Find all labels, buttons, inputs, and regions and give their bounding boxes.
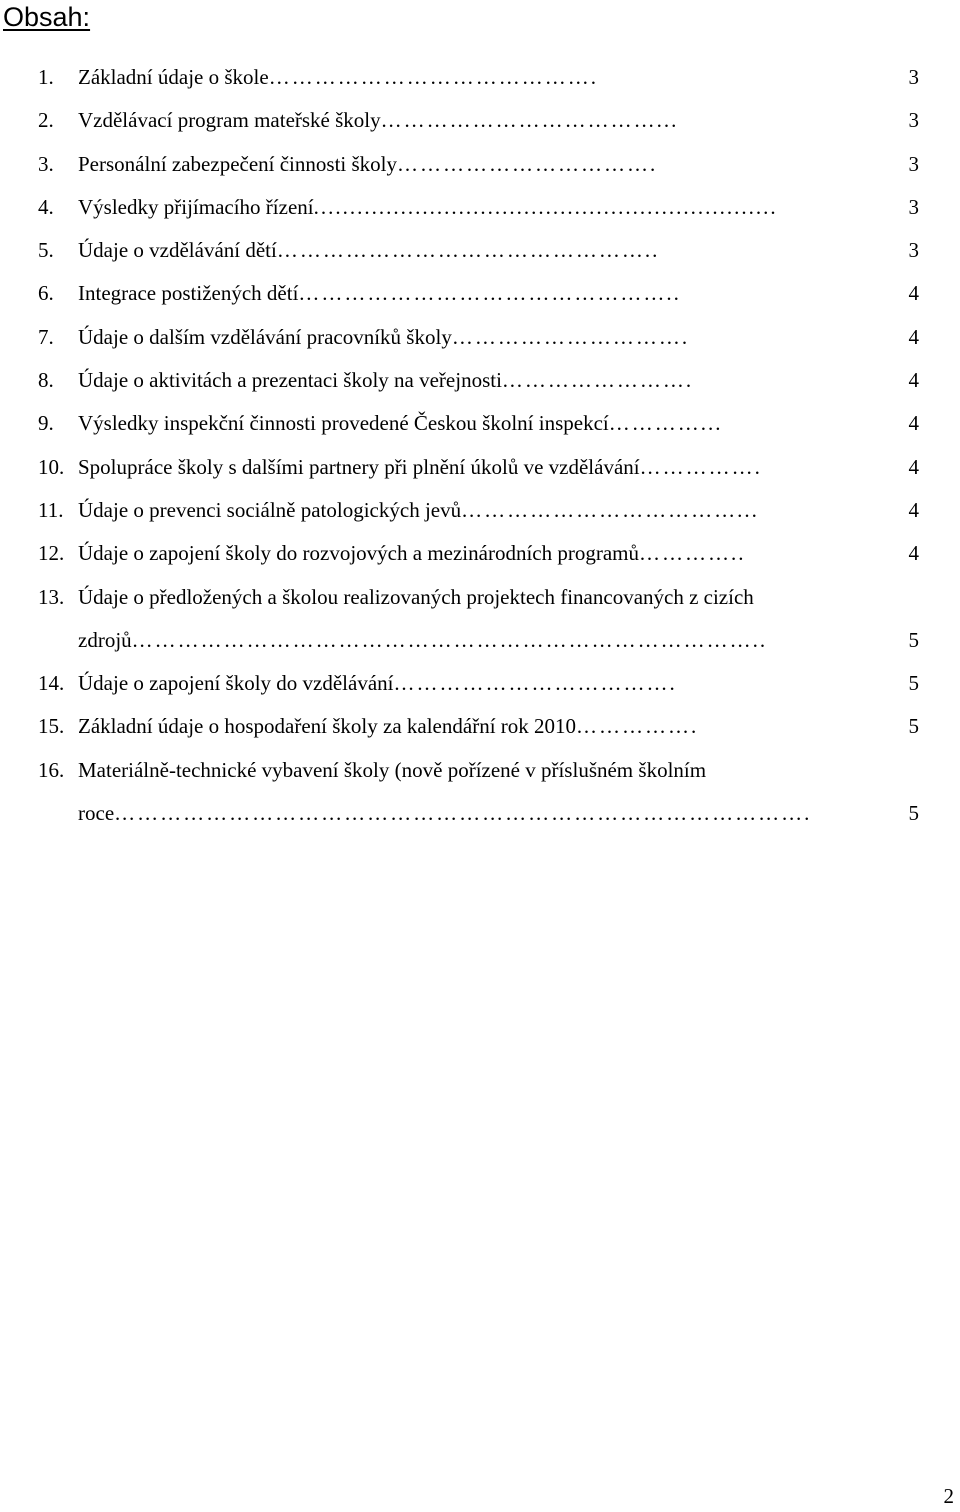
toc-entry-page: 3 <box>908 238 919 263</box>
toc-entry-title: Výsledky inspekční činnosti provedené Českou školní inspekcí <box>78 411 609 436</box>
toc-entry-number: 14. <box>38 671 65 696</box>
toc-entry-leader: …………... <box>608 411 723 436</box>
toc-entry-page: 4 <box>908 281 919 306</box>
toc-entry[interactable] <box>0 56 960 99</box>
toc-entry-number: 9. <box>38 411 54 436</box>
toc-entry-leader: ................................................................ <box>313 194 778 219</box>
toc-entry[interactable] <box>0 99 960 142</box>
toc-entry[interactable] <box>0 489 960 532</box>
toc-entry-line <box>78 792 878 835</box>
toc-entry-title: Personální zabezpečení činnosti školy <box>78 151 397 176</box>
toc-entry-line <box>78 446 878 489</box>
toc-entry[interactable] <box>0 316 960 359</box>
toc-entry-title: Integrace postižených dětí <box>78 281 299 306</box>
toc-entry-line <box>78 272 878 315</box>
toc-entry-title: Vzdělávací program mateřské školy <box>78 108 381 133</box>
toc-entry-leader: ………….. <box>639 541 746 566</box>
toc-entry-leader: ……………………………………………………………………….. <box>131 627 768 652</box>
toc-entry-number: 7. <box>38 324 54 349</box>
toc-entry-title: zdrojů <box>78 627 132 652</box>
toc-entry-number: 3. <box>38 151 54 176</box>
toc-entry-number: 13. <box>38 584 65 609</box>
toc-entry-title: Údaje o zapojení školy do vzdělávání <box>78 671 394 696</box>
toc-entry-title: Údaje o předložených a školou realizovaných projektech financovaných z cizích <box>78 584 754 609</box>
toc-entry-page: 4 <box>908 454 919 479</box>
toc-entry-title: Materiálně-technické vybavení školy (nově pořízené v příslušném školním <box>78 757 707 782</box>
toc-entry-line <box>78 705 878 748</box>
toc-entry-number: 16. <box>38 757 65 782</box>
toc-entry-number: 2. <box>38 108 54 133</box>
toc-entry-line <box>78 749 878 792</box>
toc-entry-line <box>78 56 878 99</box>
toc-entry-page: 3 <box>908 151 919 176</box>
toc-entry-page: 3 <box>908 65 919 89</box>
page-title: Obsah: <box>3 2 91 32</box>
toc-entry-title: Údaje o vzdělávání dětí <box>78 238 277 263</box>
toc-entry-number: 1. <box>38 65 54 89</box>
toc-entry[interactable] <box>0 705 960 748</box>
toc-entry-leader: ……………. <box>576 714 699 739</box>
toc-entry-number: 11. <box>38 497 64 522</box>
toc-entry[interactable] <box>0 229 960 272</box>
toc-entry-number: 15. <box>38 714 65 739</box>
toc-entry-leader: ………………………………... <box>461 497 759 522</box>
toc-entry-leader: ………………………………………….. <box>298 281 681 306</box>
toc-entry-line <box>78 99 878 142</box>
toc-entry-page: 3 <box>908 108 919 133</box>
toc-entry-title: Výsledky přijímacího řízení <box>78 194 314 219</box>
toc-entry[interactable] <box>0 662 960 705</box>
toc-entry[interactable] <box>0 359 960 402</box>
toc-entry-line <box>78 143 878 186</box>
toc-entry-page: 5 <box>908 671 919 696</box>
toc-entry-line <box>78 229 878 272</box>
toc-entry-line <box>78 402 878 445</box>
toc-entry-page: 4 <box>908 368 919 393</box>
toc-entry-title: Spolupráce školy s dalšími partnery při plnění úkolů ve vzdělávání <box>78 454 640 479</box>
toc-entry-title: roce <box>78 801 115 826</box>
toc-entry-leader: ……………………………………. <box>268 65 598 89</box>
toc-entry-line <box>78 186 878 229</box>
toc-entry-page: 4 <box>908 324 919 349</box>
toc-entry-line <box>78 619 878 662</box>
page-number: 2 <box>943 1484 954 1508</box>
toc-entry-title: Základní údaje o hospodaření školy za kalendářní rok 2010 <box>78 714 577 739</box>
toc-entry-line <box>78 489 878 532</box>
toc-entry-number: 4. <box>38 194 54 219</box>
toc-entry-page: 5 <box>908 627 919 652</box>
toc-entry-number: 5. <box>38 238 54 263</box>
toc-entry-page: 4 <box>908 541 919 566</box>
toc-entry-title: Základní údaje o škole <box>78 65 269 89</box>
toc-entry[interactable] <box>0 402 960 445</box>
toc-entry-line <box>78 532 878 575</box>
toc-entry-line <box>78 662 878 705</box>
toc-entry-leader: ………………………………... <box>380 108 679 133</box>
toc-entry-number: 8. <box>38 368 54 393</box>
toc-entry-leader: ……………………. <box>501 368 694 393</box>
toc-entry-leader: ……………. <box>639 454 762 479</box>
toc-entry-page: 4 <box>908 497 919 522</box>
toc-entry-leader: ……………………………. <box>397 151 658 176</box>
toc-entry-page: 5 <box>908 714 919 739</box>
toc-entry-leader: ………………………………………….. <box>276 238 660 263</box>
toc-entry-number: 12. <box>38 541 65 566</box>
toc-entry[interactable] <box>0 446 960 489</box>
toc-entry-page: 5 <box>908 801 919 826</box>
toc-entry[interactable] <box>0 532 960 575</box>
toc-entry[interactable] <box>0 576 960 663</box>
toc-entry-leader: ………………………………………………………………………………. <box>114 801 812 826</box>
toc-entry-number: 6. <box>38 281 54 306</box>
toc-entry[interactable] <box>0 143 960 186</box>
toc-entry[interactable] <box>0 272 960 315</box>
toc-entry-title: Údaje o dalším vzdělávání pracovníků školy <box>78 324 452 349</box>
toc-entry-leader: …………………………. <box>451 324 690 349</box>
table-of-contents <box>0 56 960 835</box>
toc-entry-line <box>78 576 878 619</box>
toc-entry-number: 10. <box>38 454 65 479</box>
toc-entry-line <box>78 316 878 359</box>
toc-entry-title: Údaje o zapojení školy do rozvojových a mezinárodních programů <box>78 541 639 566</box>
toc-entry-title: Údaje o prevenci sociálně patologických jevů <box>78 497 462 522</box>
toc-entry[interactable] <box>0 186 960 229</box>
toc-entry-title: Údaje o aktivitách a prezentaci školy na veřejnosti <box>78 368 502 393</box>
toc-entry-line <box>78 359 878 402</box>
toc-entry-page: 4 <box>908 411 919 436</box>
toc-entry-leader: ………………………………. <box>393 671 677 696</box>
toc-entry-page: 3 <box>908 194 919 219</box>
toc-entry[interactable] <box>0 749 960 836</box>
